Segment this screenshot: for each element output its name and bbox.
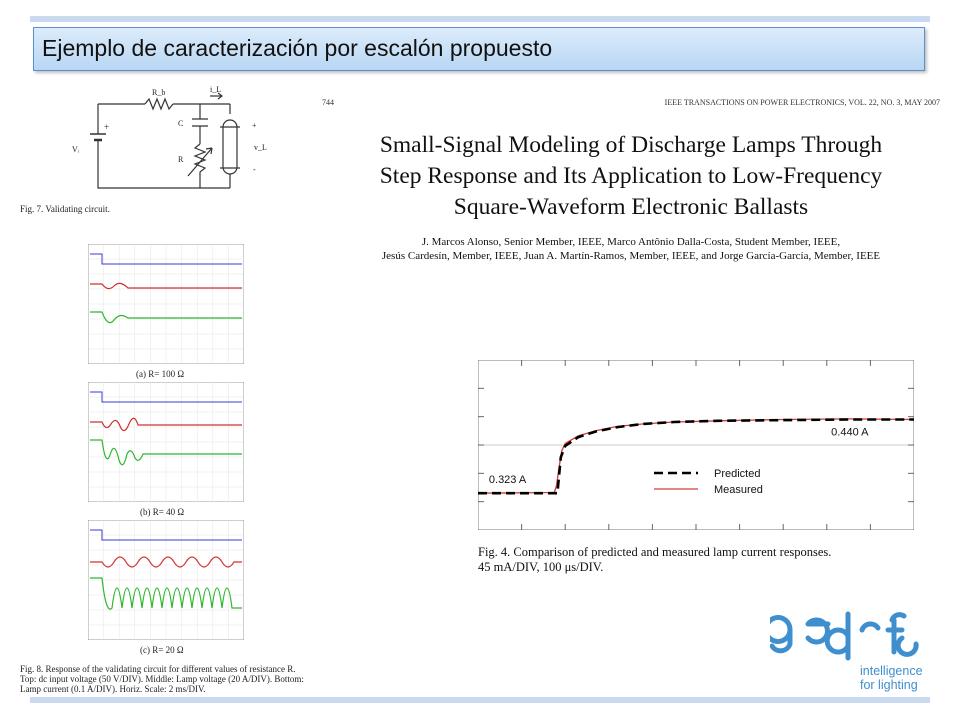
logo-tagline-line2: for lighting (860, 678, 918, 692)
logo-tagline (860, 664, 923, 692)
logo-tagline-line1: intelligence (860, 664, 923, 678)
il-label: i_L (210, 85, 222, 94)
gedre-logo-mark (770, 606, 920, 664)
scope-a-caption: (a) R= 100 Ω (136, 369, 185, 379)
scope-panel-a (88, 244, 244, 364)
legend-label-measured: Measured (714, 484, 763, 496)
fig8-caption-line2: Top: dc input voltage (50 V/DIV). Middle: Lamp voltage (20 A/DIV). Bottom: (20, 674, 304, 684)
scope-b-caption: (b) R= 40 Ω (140, 507, 185, 517)
fig8-caption (20, 664, 312, 694)
paper-title-line1: Small-Signal Modeling of Discharge Lamps Through (379, 132, 883, 158)
c-label: C (178, 119, 184, 128)
journal-header: IEEE TRANSACTIONS ON POWER ELECTRONICS, VOL. 22, NO. 3, MAY 2007 (664, 98, 940, 107)
fig7-caption: Fig. 7. Validating circuit. (20, 204, 110, 214)
annotation-final-current: 0.440 A (831, 426, 869, 439)
paper-title-line2: Step Response and Its Application to Low-Frequency (379, 163, 883, 189)
authors-line2: Jesús Cardesín, Member, IEEE, Juan A. Martín-Ramos, Member, IEEE, and Jorge García-García, Member, IEEE (381, 250, 881, 262)
minus-sign-lamp: - (253, 165, 256, 174)
fig8-caption-line1: Fig. 8. Response of the validating circuit for different values of resistance R. (20, 664, 296, 674)
slide-title: Ejemplo de caracterización por escalón propuesto (42, 35, 553, 61)
slide-title-box (33, 27, 925, 71)
scope-c-caption: (c) R= 20 Ω (140, 645, 184, 655)
fig4-caption-line2: 45 mA/DIV, 100 μs/DIV. (478, 560, 604, 574)
page-number: 744 (322, 98, 334, 107)
authors-line1: J. Marcos Alonso, Senior Member, IEEE, Marco Antônio Dalla-Costa, Student Member, IEEE, (421, 236, 841, 248)
annotation-initial-current: 0.323 A (488, 474, 527, 487)
legend-label-predicted: Predicted (714, 468, 761, 480)
vi-label: Vᵢ (72, 145, 80, 154)
paper-title (316, 130, 946, 223)
paper-authors (316, 235, 946, 263)
plus-sign-lamp: + (252, 121, 257, 130)
scope-panel-b (88, 382, 244, 502)
fig8-caption-line3: Lamp current (0.1 A/DIV). Horiz. Scale: 2 ms/DIV. (20, 684, 206, 694)
bottom-decor-bar (30, 697, 930, 703)
r-label: R (178, 155, 184, 164)
fig4-caption-line1: Fig. 4. Comparison of predicted and measured lamp current responses. (478, 545, 832, 559)
vl-label: v_L (254, 143, 267, 152)
top-decor-bar (30, 16, 930, 22)
plus-sign-source: + (104, 122, 110, 132)
scope-panel-c (88, 520, 244, 640)
step-response-chart (478, 360, 914, 530)
fig4-caption (478, 545, 831, 575)
validating-circuit-diagram (60, 84, 290, 199)
rb-label: R_b (152, 88, 166, 97)
paper-title-line3: Square-Waveform Electronic Ballasts (453, 194, 809, 220)
